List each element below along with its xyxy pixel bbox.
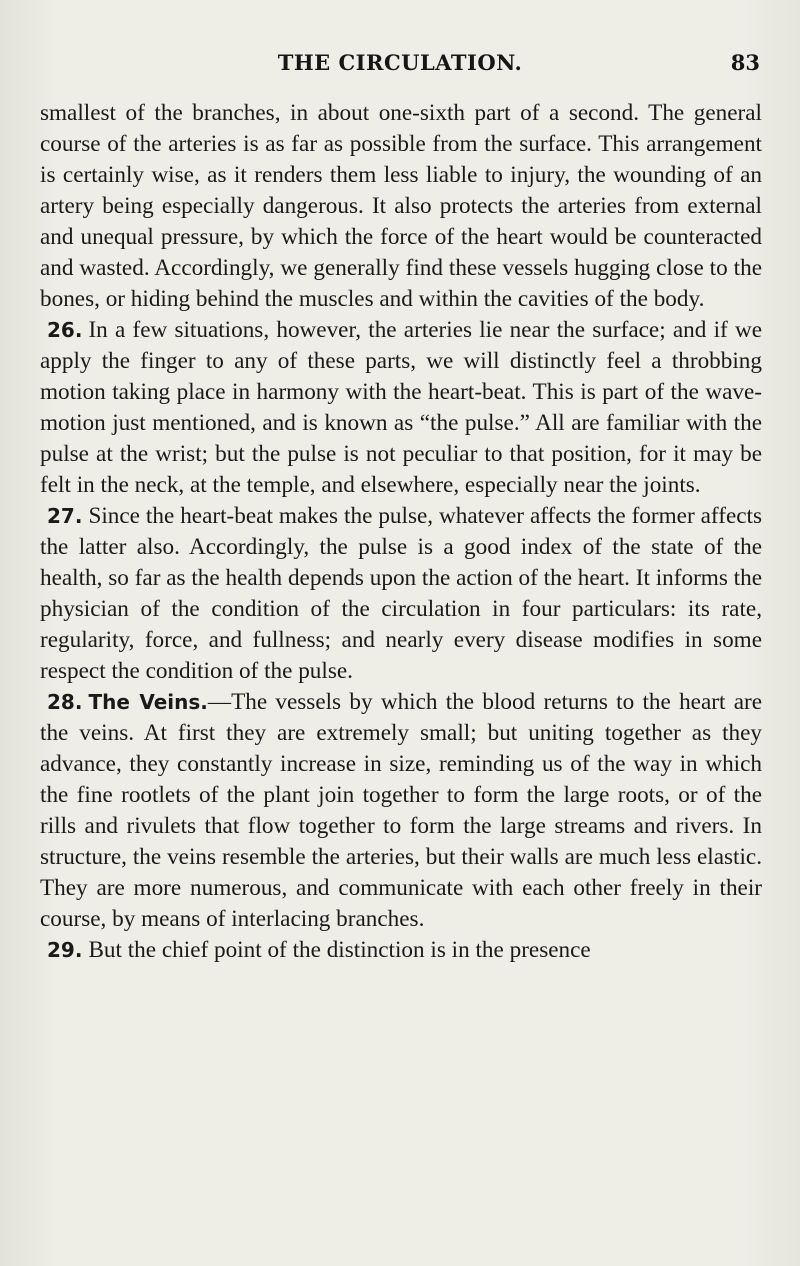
section-heading: The Veins. bbox=[88, 690, 208, 714]
paragraph-text: In a few situations, however, the arteries lie near the surface; and if we apply the finger to any of these parts, we will distinctly feel a throbbing motion taking place in harmony with the heart-beat. This is part of the wave-motion just mentioned, and is known as “the pulse.” All are familiar with the pulse at the wrist; but the pulse is not peculiar to that position, for it may be felt in the neck, at the temple, and elsewhere, especially near the joints. bbox=[40, 317, 762, 498]
page-number: 83 bbox=[730, 50, 760, 75]
page-header bbox=[40, 50, 760, 80]
paragraph-number: 29. bbox=[47, 938, 83, 962]
paragraph-continuation bbox=[40, 98, 762, 315]
paragraph-28 bbox=[40, 687, 762, 935]
paragraph-text: But the chief point of the distinction is in the presence bbox=[88, 937, 591, 963]
body-text bbox=[40, 98, 762, 966]
paragraph-number: 27. bbox=[47, 504, 83, 528]
running-head: THE CIRCULATION. bbox=[277, 50, 523, 75]
paragraph-text: —The vessels by which the blood returns to the heart are the veins. At first they are extremely small; but uniting together as they advance, they constantly increase in size, reminding us of the way in which the fine rootlets of the plant join together to form the large roots, or of the rills and rivulets that flow together to form the large streams and rivers. In structure, the veins resemble the arteries, but their walls are much less elastic. They are more numerous, and communicate with each other freely in their course, by means of interlacing branches. bbox=[40, 689, 762, 932]
paragraph-26 bbox=[40, 315, 762, 501]
paragraph-number: 28. bbox=[47, 690, 83, 714]
paragraph-number: 26. bbox=[47, 318, 83, 342]
paragraph-text: Since the heart-beat makes the pulse, whatever affects the former affects the latter also. Accordingly, the pulse is a good index of the state of the health, so far as the health depends upon the action of the heart. It informs the physician of the condition of the circulation in four particulars: its rate, regularity, force, and fullness; and nearly every disease modifies in some respect the condition of the pulse. bbox=[40, 503, 762, 684]
paragraph-29 bbox=[40, 935, 762, 966]
paragraph-27 bbox=[40, 501, 762, 687]
paragraph-text: smallest of the branches, in about one-sixth part of a second. The general course of the arteries is as far as possible from the surface. This arrangement is certainly wise, as it renders them less liable to injury, the wounding of an artery being especially dangerous. It also protects the arteries from external and unequal pressure, by which the force of the heart would be counteracted and wasted. Accordingly, we generally find these vessels hugging close to the bones, or hiding behind the muscles and within the cavities of the body. bbox=[40, 100, 762, 312]
